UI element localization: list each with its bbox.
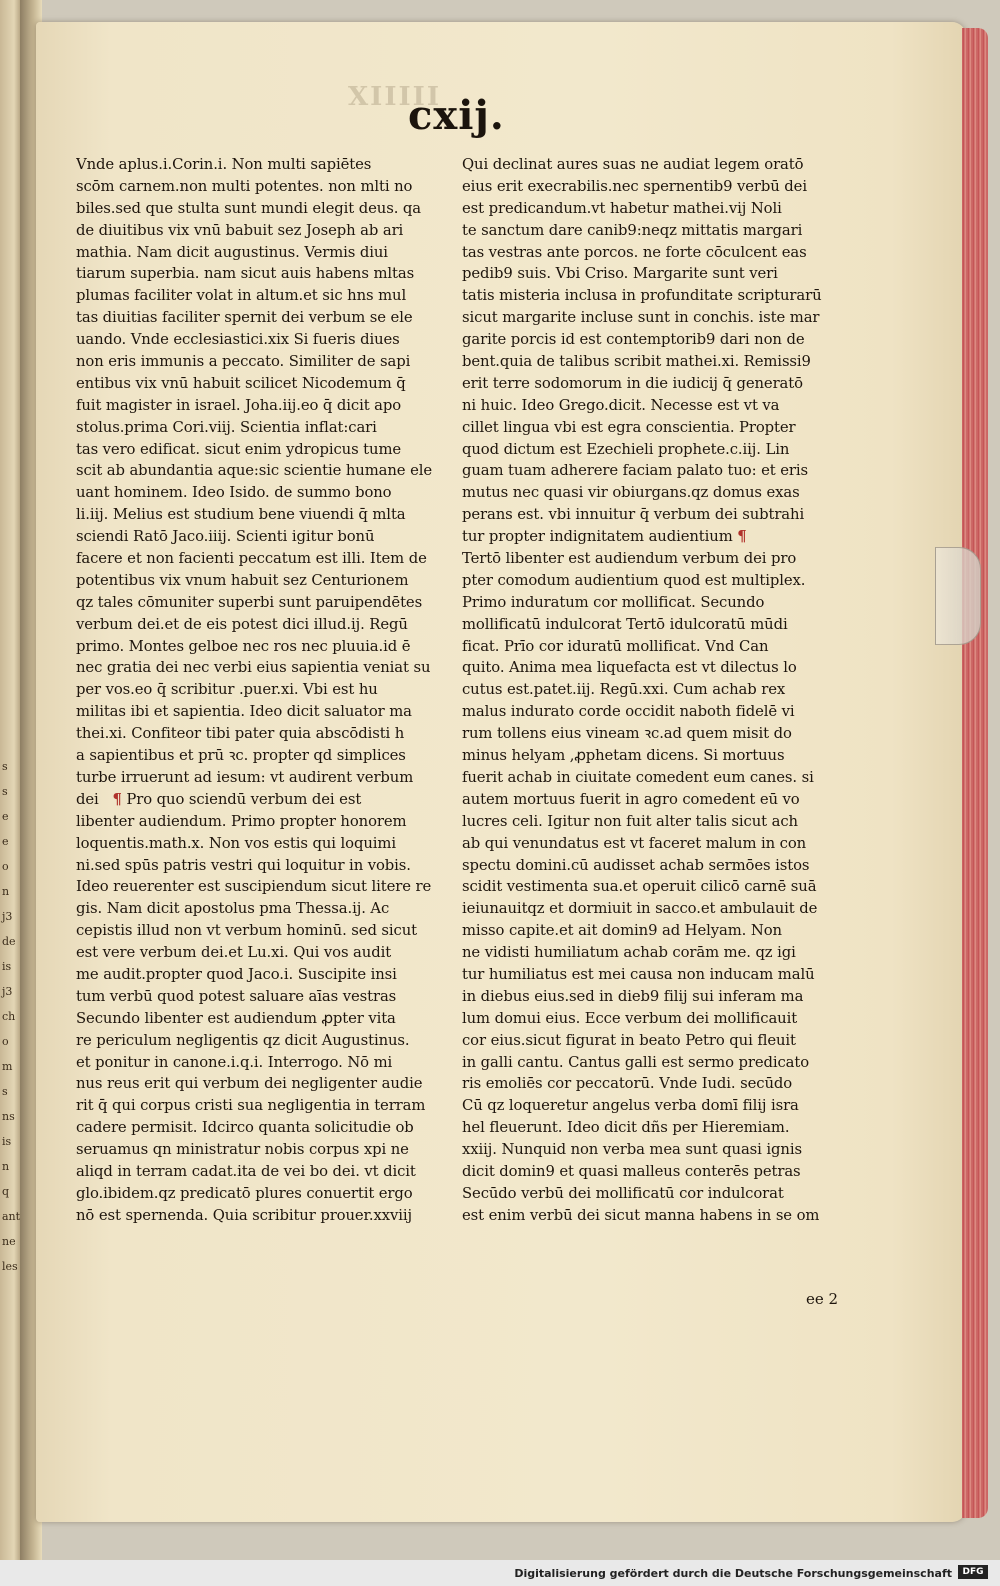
text-line: tas diuitias faciliter spernit dei verbum se ele [76, 309, 413, 327]
dfg-logo: DFG [958, 1565, 988, 1579]
margin-note: n [2, 1160, 10, 1173]
margin-note: j3 [2, 910, 13, 923]
text-line: est vere verbum dei.et Lu.xi. Qui vos audit [76, 944, 392, 962]
text-line: verbum dei.et de eis potest dici illud.ij. Regū [76, 615, 408, 633]
text-line: ab qui venundatus est vt faceret malum in con [462, 834, 807, 852]
text-line: Primo induratum cor mollificat. Secundo [462, 593, 765, 611]
text-line: re periculum negligentis qz dicit Augustinus. [76, 1031, 410, 1049]
text-line: est enim verbū dei sicut manna habens in se om [462, 1206, 820, 1224]
text-line: perans est. vbi innuitur q̄ verbum dei subtrahi [462, 506, 805, 524]
text-line: lucres celi. Igitur non fuit alter talis sicut ach [462, 812, 798, 830]
text-line: cepistis illud non vt verbum hominū. sed sicut [76, 922, 418, 940]
text-line: dicit domin9 et quasi malleus conterēs petras [462, 1162, 801, 1180]
text-line: pter comodum audientium quod est multiplex. [462, 571, 806, 589]
text-line: est predicandum.vt habetur mathei.vij Noli [462, 199, 782, 217]
footer-bar [0, 1560, 1000, 1586]
left-text-column [76, 154, 444, 1227]
text-line: seruamus qn ministratur nobis corpus xpi ne [76, 1141, 409, 1159]
text-line: et ponitur in canone.i.q.i. Interrogo. Nō mi [76, 1053, 393, 1071]
rubric-mark: ¶ [737, 528, 747, 546]
text-line: per vos.eo q̄ scribitur .puer.xi. Vbi est hu [76, 681, 378, 699]
right-text-column [462, 154, 830, 1227]
margin-note: is [2, 1135, 12, 1148]
text-line: scit ab abundantia aque:sic scientie humane ele [76, 462, 433, 480]
left-page-edge [0, 0, 20, 1560]
text-line: potentibus vix vnum habuit sez Centurionem [76, 571, 409, 589]
text-line: pedib9 suis. Vbi Criso. Margarite sunt veri [462, 265, 778, 283]
text-line: rit q̄ qui corpus cristi sua negligentia in terram [76, 1097, 426, 1115]
text-line: Ideo reuerenter est suscipiendum sicut litere re [76, 878, 432, 896]
text-line: ficat. Prīo cor iduratū mollificat. Vnd Can [462, 637, 769, 655]
text-line: loquentis.math.x. Non vos estis qui loquimi [76, 834, 396, 852]
margin-note: j3 [2, 985, 13, 998]
text-line: ieiunauitqz et dormiuit in sacco.et ambulauit de [462, 900, 818, 918]
text-line: xxiij. Nunquid non verba mea sunt quasi ignis [462, 1141, 802, 1159]
text-line: facere et non facienti peccatum est illi. Item de [76, 550, 427, 568]
text-line: dei ¶ Pro quo sciendū verbum dei est [76, 790, 362, 808]
text-line: glo.ibidem.qz predicatō plures conuertit ergo [76, 1184, 413, 1202]
margin-note: les [2, 1260, 18, 1273]
margin-note: de [2, 935, 16, 948]
text-line: Secūdo verbū dei mollificatū cor indulcorat [462, 1184, 784, 1202]
text-line: fuit magister in israel. Joha.iij.eo q̄ dicit apo [76, 396, 402, 414]
text-line: libenter audiendum. Primo propter honorem [76, 812, 407, 830]
signature-mark: ee 2 [806, 1290, 839, 1308]
text-line: uant hominem. Ideo Isido. de summo bono [76, 484, 392, 502]
margin-note: ne [2, 1235, 16, 1248]
margin-note: q [2, 1185, 10, 1198]
red-fore-edge [962, 28, 988, 1518]
folio-number: cxij. [408, 92, 505, 139]
text-line: autem mortuus fuerit in agro comedent eū vo [462, 790, 800, 808]
text-line: biles.sed que stulta sunt mundi elegit deus. qa [76, 199, 422, 217]
text-line: qz tales cōmuniter superbi sunt paruipendētes [76, 593, 423, 611]
text-line: Qui declinat aures suas ne audiat legem oratō [462, 156, 804, 173]
margin-note: e [2, 810, 9, 823]
margin-note: is [2, 960, 12, 973]
text-line: misso capite.et ait domin9 ad Helyam. Non [462, 922, 782, 940]
text-line: mutus nec quasi vir obiurgans.qz domus exas [462, 484, 800, 502]
text-line: tatis misteria inclusa in profunditate scripturarū [462, 287, 822, 305]
text-line: sicut margarite incluse sunt in conchis. iste mar [462, 309, 820, 327]
text-line: de diuitibus vix vnū babuit sez Joseph ab ari [76, 221, 404, 239]
text-line: quito. Anima mea liquefacta est vt dilectus lo [462, 659, 797, 677]
text-line: in galli cantu. Cantus galli est sermo predicato [462, 1053, 810, 1071]
text-line: ni.sed spūs patris vestri qui loquitur in vobis. [76, 856, 411, 874]
text-line: aliqd in terram cadat.ita de vei bo dei. vt dicit [76, 1162, 416, 1180]
text-line: guam tuam adherere faciam palato tuo: et eris [462, 462, 808, 480]
margin-note: m [2, 1060, 13, 1073]
text-line: stolus.prima Cori.viij. Scientia inflat:cari [76, 418, 377, 436]
text-line: militas ibi et sapientia. Ideo dicit saluator ma [76, 703, 412, 721]
text-line: turbe irruerunt ad iesum: vt audirent verbum [76, 768, 414, 786]
text-line: nō est spernenda. Quia scribitur prouer.xxviij [76, 1206, 413, 1224]
text-line: erit terre sodomorum in die iudicij q̄ generatō [462, 374, 803, 392]
text-line: mathia. Nam dicit augustinus. Vermis diui [76, 243, 388, 261]
margin-note: n [2, 885, 10, 898]
text-line: malus indurato corde occidit naboth fidelē vi [462, 703, 795, 721]
text-line: cadere permisit. Idcirco quanta solicitudie ob [76, 1119, 414, 1137]
text-line: tas vero edificat. sicut enim ydropicus tume [76, 440, 402, 458]
margin-note: ns [2, 1110, 15, 1123]
margin-note: s [2, 760, 8, 773]
rubric-mark: ¶ [112, 790, 122, 808]
text-line: lum domui eius. Ecce verbum dei mollificauit [462, 1009, 798, 1027]
text-line: primo. Montes gelboe nec ros nec pluuia.id ē [76, 637, 411, 655]
text-line: Secundo libenter est audiendum ꝓpter vita [76, 1009, 396, 1027]
text-line: minus helyam ,ꝓphetam dicens. Si mortuus [462, 747, 785, 765]
text-line: bent.quia de talibus scribit mathei.xi. Remissi9 [462, 353, 811, 371]
text-line: mollificatū indulcorat Tertō idulcoratū mūdi [462, 615, 788, 633]
text-line: quod dictum est Ezechieli prophete.c.iij. Lin [462, 440, 790, 458]
margin-note: o [2, 860, 9, 873]
margin-note: s [2, 1085, 8, 1098]
text-line: in diebus eius.sed in dieb9 filij sui inferam ma [462, 987, 804, 1005]
text-line: tur humiliatus est mei causa non inducam malū [462, 965, 815, 983]
text-line: garite porcis id est contemptorib9 dari non de [462, 331, 805, 349]
text-line: scidit vestimenta sua.et operuit cilicō carnē suā [462, 878, 817, 896]
text-line: nus reus erit qui verbum dei negligenter audie [76, 1075, 423, 1093]
text-line: Vnde aplus.i.Corin.i. Non multi sapiētes [76, 156, 372, 173]
text-line: nec gratia dei nec verbi eius sapientia veniat su [76, 659, 431, 677]
text-line: tum verbū quod potest saluare aīas vestras [76, 987, 397, 1005]
text-line: plumas faciliter volat in altum.et sic hns mul [76, 287, 407, 305]
margin-note: s [2, 785, 8, 798]
text-line: rum tollens eius vineam ꝛc.ad quem misit do [462, 725, 792, 743]
margin-note: ch [2, 1010, 16, 1023]
text-line: Tertō libenter est audiendum verbum dei pro [462, 550, 797, 568]
text-line: uando. Vnde ecclesiastici.xix Si fueris diues [76, 331, 400, 349]
text-line: fuerit achab in ciuitate comedent eum canes. si [462, 768, 814, 786]
page-tab-marker [935, 547, 981, 645]
text-line: ne vidisti humiliatum achab corām me. qz igi [462, 944, 796, 962]
text-line: gis. Nam dicit apostolus pma Thessa.ij. Ac [76, 900, 390, 918]
text-line: tiarum superbia. nam sicut auis habens mltas [76, 265, 415, 283]
text-line: cillet lingua vbi est egra conscientia. Propter [462, 418, 796, 436]
margin-note: e [2, 835, 9, 848]
text-line: me audit.propter quod Jaco.i. Suscipite insi [76, 965, 397, 983]
text-line: scōm carnem.non multi potentes. non mlti no [76, 177, 413, 195]
text-line: entibus vix vnū habuit scilicet Nicodemum q̄ [76, 374, 406, 392]
text-line: ris emoliēs cor peccatorū. Vnde Iudi. secūdo [462, 1075, 793, 1093]
margin-note: ant [2, 1210, 21, 1223]
text-line: hel fleuerunt. Ideo dicit dñs per Hieremiam. [462, 1119, 790, 1137]
text-line: tas vestras ante porcos. ne forte cōculcent eas [462, 243, 807, 261]
text-line: spectu domini.cū audisset achab sermōes istos [462, 856, 810, 874]
text-line: thei.xi. Confiteor tibi pater quia abscōdisti h [76, 725, 405, 743]
text-line: non eris immunis a peccato. Similiter de sapi [76, 353, 411, 371]
text-line: eius erit execrabilis.nec spernentib9 verbū dei [462, 177, 807, 195]
text-line: Cū qz loqueretur angelus verba domī filij isra [462, 1097, 799, 1115]
text-line: cor eius.sicut figurat in beato Petro qui fleuit [462, 1031, 796, 1049]
funding-credit: Digitalisierung gefördert durch die Deutsche Forschungsgemeinschaft [514, 1567, 952, 1580]
text-line: a sapientibus et prū ꝛc. propter qd simplices [76, 747, 406, 765]
text-line: tur propter indignitatem audientium ¶ [462, 528, 747, 546]
text-line: te sanctum dare canib9:neqz mittatis margari [462, 221, 803, 239]
show-through-text: XIIIII [348, 82, 441, 112]
text-line: sciendi Ratō Jaco.iiij. Scienti igitur bonū [76, 528, 375, 546]
text-line: ni huic. Ideo Grego.dicit. Necesse est vt va [462, 396, 780, 414]
margin-note: o [2, 1035, 9, 1048]
text-line: cutus est.patet.iij. Regū.xxi. Cum achab rex [462, 681, 786, 699]
text-line: li.iij. Melius est studium bene viuendi q̄ mlta [76, 506, 406, 524]
